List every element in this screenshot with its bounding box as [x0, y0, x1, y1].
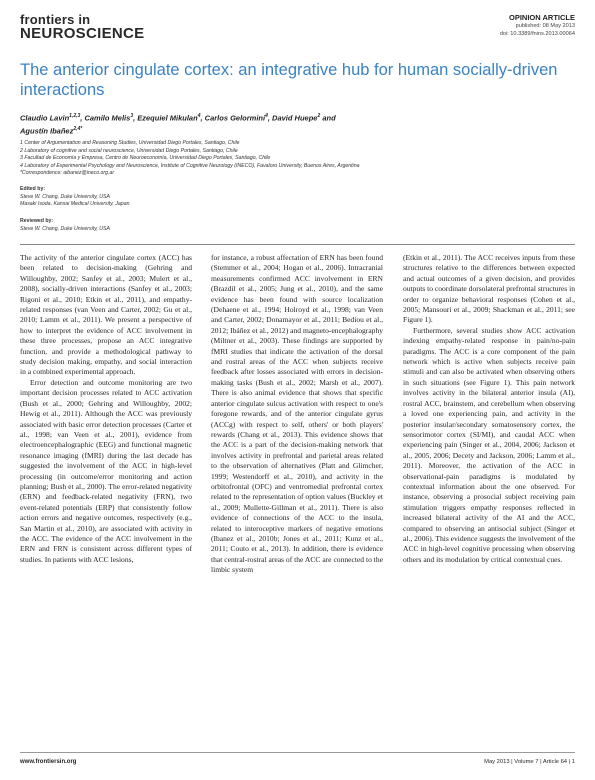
- body-column-1: [20, 253, 192, 565]
- published-date: published: 08 May 2013: [515, 23, 575, 29]
- affiliation-4: 4 Laboratory of Experimental Psychology and Neuroscience, Institute of Cognitive Neurology (INECO), Favaloro University, Buenos Aires, Argentina: [20, 162, 360, 169]
- body-column-3: [403, 253, 575, 565]
- journal-logo-line2: NEUROSCIENCE: [20, 25, 145, 42]
- editor-1: Steve W. Chang, Duke University, USA: [20, 193, 110, 200]
- footer-site-link[interactable]: www.frontiersin.org: [20, 759, 77, 765]
- header-divider: [20, 244, 575, 245]
- authors: [20, 111, 575, 136]
- paragraph: (Etkin et al., 2011). The ACC receives inputs from these structures relative to the differences between expected and actual outcomes of a given decision, and provides outputs to coordinate dorsolateral prefrontal structures in order to organize behavioral responses (Cohen et al., 2005; Mansouri et al., 2009; Shackman et al., 2011; see Figure 1).: [403, 253, 575, 325]
- editors: [20, 186, 129, 209]
- reviewer-1: Steve W. Chang, Duke University, USA: [20, 225, 110, 232]
- edited-by-label: Edited by:: [20, 186, 46, 192]
- authors-line-2: Agustín Ibañez$^{2,4*}$: [20, 125, 83, 135]
- editor-2: Masaki Isoda, Kansai Medical University, Japan: [20, 201, 130, 208]
- journal-logo-line1: frontiers in: [20, 12, 91, 27]
- doi-link[interactable]: doi: 10.3389/fnins.2013.00064: [499, 31, 575, 37]
- correspondence[interactable]: *Correspondence: aibanez@ineco.org.ar: [20, 170, 115, 177]
- affiliation-3: 3 Facultad de Economía y Empresa, Centro de Neuroeconomía, Universidad Diego Portales, Santiago, Chile: [20, 155, 271, 162]
- affiliation-1: 1 Center of Argumentation and Reasoning Studies, Universidad Diego Portales, Santiago, Chile: [20, 140, 240, 146]
- paragraph: The activity of the anterior cingulate cortex (ACC) has been related to decision-making (Gehring and Willoughby, 2002; Sanfey et al., 2003; Mulert et al., 2008), socially-driven interactions (Sanfey et al., 2003; Rigoni et al., 2010; Etkin et al., 2011), and empathy-related responses (van Veen and Carter, 2002; Gu et al., 2010; Lamm et al., 2011). We present a perspective of how to interpret the evidence of ACC involvement in these three processes, propose an ACC integrative function, and provide a methodological pathway to study decision making, empathy, and social interaction in a combined experimental approach.: [20, 253, 192, 377]
- paragraph: for instance, a robust affectation of ERN has been found (Stemmer et al., 2004; Hogan et al., 2006). Intracranial measurements confirmed ACC involvement in ERN (Brazdil et al., 2005; Jung et al., 2010), and the same evidence has been found with source localization (Dehaene et al., 1994; Holroyd et al., 1998; van Veen and Carter, 2002; Donamayor et al., 2011; Bediou et al., 2012; Ibáñez et al., 2012) and magneto-encephalography (Miltner et al., 2003). These findings are supported by fMRI studies that indicate the activation of the dorsal and rostral areas of the ACC when subjects receive feedback after losses associated with errors in decision-making tasks (Bush et al., 2002; Marsh et al., 2007). There is also animal evidence that shows that specific anterior cingulate sulcus activation with respect to one's foregone rewards, and of the anterior cingulate gyrus (ACCg) with respect to self, others' or both players' rewards (Chang et al., 2013). This evidence shows that the ACC is a part of the decision-making network that involves activity in prefrontal and parietal areas related to the observation of alternatives (Platt and Glimcher, 1999; Westendorff et al., 2010), and activity in the orbitofrontal (OFC) and ventromedial prefrontal cortex related to the representation of option values (Buckley et al., 2009; Mullette-Gillman et al., 2011). There is also evidence of connections of the ACC to the insula, related to interoceptive markers of negative emotions (Ibanez et al., 2010b; Jones et al., 2011; Kunz et al., 2011; Couto et al., 2013). In addition, there is evidence that central-rostral areas of the ACC are connected to the limbic system: [211, 253, 383, 575]
- body-column-2: [211, 253, 383, 576]
- footer-divider: [20, 752, 575, 753]
- affiliations: [20, 140, 575, 178]
- reviewers: [20, 218, 110, 233]
- article-type: OPINION ARTICLE: [509, 13, 575, 22]
- paragraph: Furthermore, several studies show ACC activation indexing empathy-related response in pain/no-pain paradigms. The ACC is a core component of the pain network which is active when subjects receive pain stimuli and can also be activated when observing others in such situations (see Figure 1). This pain network involves activity in the bilateral anterior insula (AI), rostral ACC, brainstem, and cerebellum when observing a loved one experiencing pain, and activity in the posterior insular/secondary somatosensory cortex, the sensorimotor cortex (SI/MI), and caudal ACC when experiencing pain (Singer et al., 2004, 2006; Jackson et al., 2005, 2006; Decety and Jackson, 2006; Lamm et al., 2011). Moreover, the activation of the ACC in observational-pain paradigms is modulated by contextual information about the one observed. For instance, observing a prosocial subject receiving pain stimulation triggers empathy responses reflected in increased bilateral activity of the AI and the ACC, compared to observing an antisocial subject (Singer et al., 2006). This evidence suggests the involvement of the ACC in high-level cognitive processing when observing others and its modulation by critical contextual cues.: [403, 325, 575, 564]
- footer-issue-info: May 2013 | Volume 7 | Article 64 | 1: [484, 759, 575, 765]
- article-title: The anterior cingulate cortex: an integrative hub for human socially-driven interactions: [20, 61, 558, 99]
- reviewed-by-label: Reviewed by:: [20, 218, 54, 224]
- affiliation-2: 2 Laboratory of cognitive and social neuroscience, Universidad Diego Portales, Santiago, Chile: [20, 147, 238, 154]
- paragraph: Error detection and outcome monitoring are two important decision processes related to ACC activation (Bush et al., 2000; Gehring and Willoughby, 2002; Hewig et al., 2011). Although the ACC was previously associated with basic error detection processes (Carter et al., 1998; van Veen et al., 2001), evidence from electroencephalographic (EEG) and functional magnetic resonance imaging (fMRI) during the last decade has suggested the involvement of the ACC in high-level processing (in outcome/error monitoring and action planning; Bush et al., 2000). The error-related negativity (ERN) and feedback-related negativity (FRN), two event-related potentials (ERP) that consistently follow action errors and negative outcomes, respectively (e.g., San Martin et al., 2010), are associated with activity in the ACC. The evidence of the ACC involvement in the ERN and FRN is consistent across different types of studies. In patients with ACC lesions,: [20, 377, 192, 564]
- authors-line-1: Claudio Lavin$^{1,2,3}$, Camilo Melis$^3$, Ezequiel Mikulan$^4$, Carlos Gelormini$^4$, David Huepe$^2$ and: [20, 113, 336, 123]
